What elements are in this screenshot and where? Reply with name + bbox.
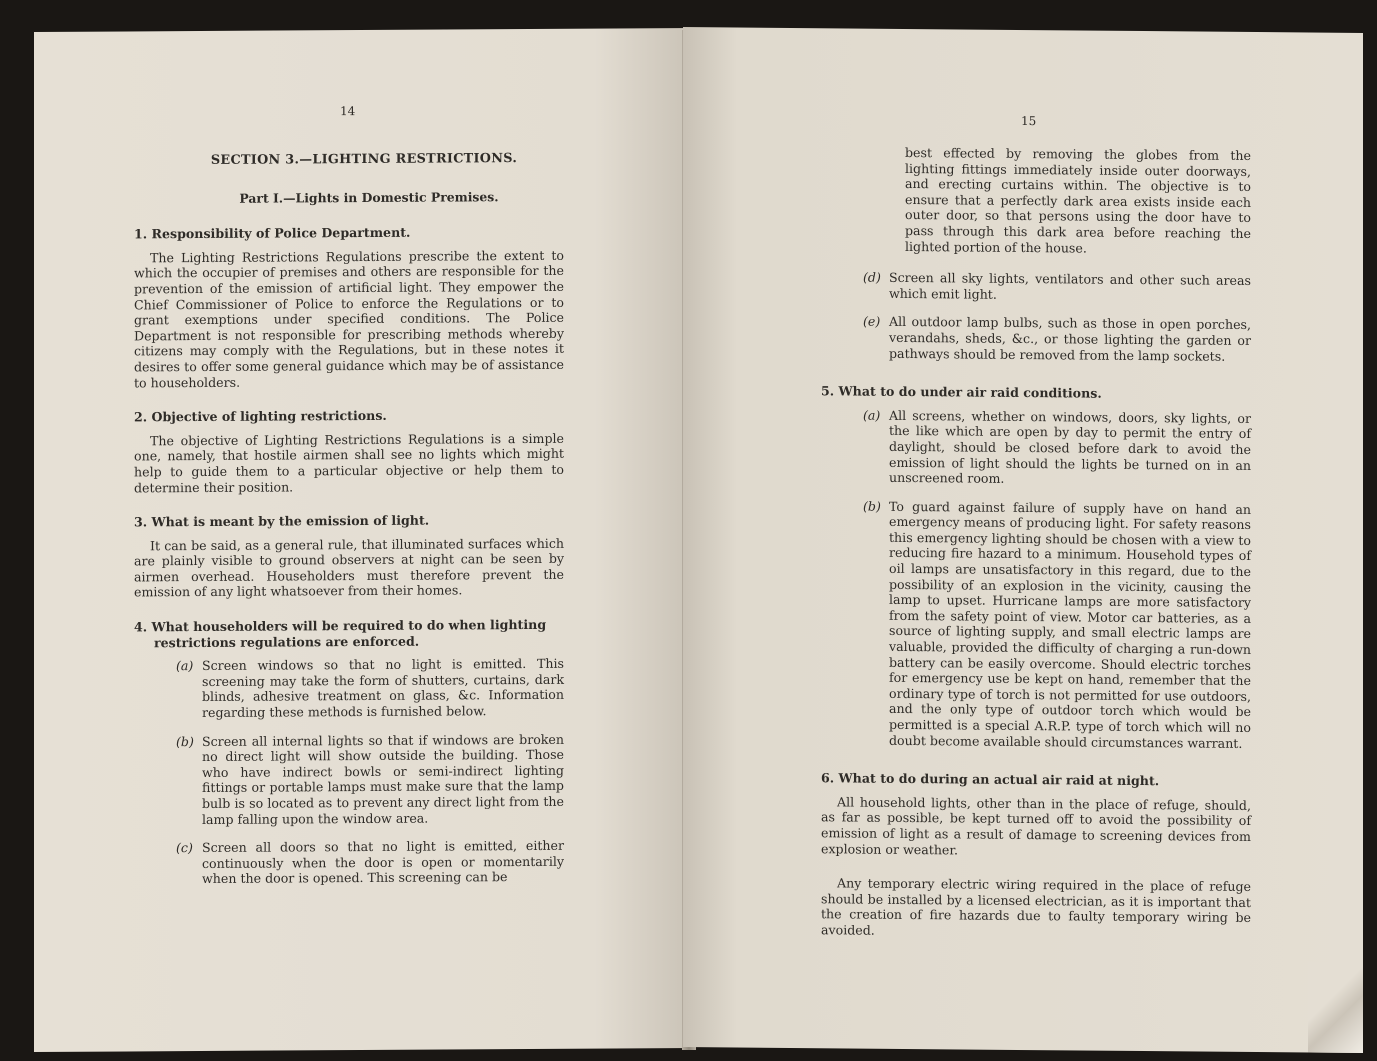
- section-title: SECTION 3.—LIGHTING RESTRICTIONS.: [210, 151, 518, 168]
- item-text: To guard against failure of supply have on hand an emergency means of producing light. For safety reasons this emergency lighting should be chosen with a view to reducing fire hazard to a minimum. Household types of oil lamps are unsatisfactory in this regard, due to the possibility of an explosion in the vicinity, causing the lamp to upset. Hurricane lamps are more satisfactory from the safety point of view. Motor car batteries, as a source of lighting supply, and small electric lamps are valuable, provided the difficulty of charging a run-down battery can be easily overcome. Should electric torches for emergency use be kept on hand, remember that the ordinary type of torch is not permitted for use outdoors, and the only type of outdoor torch which would be permitted is a special A.R.P. type of torch which will no doubt become available should circumstances warrant.: [889, 498, 1251, 751]
- paragraph-2: The objective of Lighting Restrictions Regulations is a simple one, namely, that hostile airmen shall see no lights which might help to guide them to a particular objective or help them to determine their position.: [134, 430, 564, 495]
- list-item: [176, 731, 564, 827]
- heading-2: 2. Objective of lighting restrictions.: [134, 407, 387, 425]
- item-text: Screen all internal lights so that if windows are broken no direct light will show outside the building. Those who have indirect bowls or semi-indirect lighting fittings or portable lamps must make sure that the lamp bulb is so located as to prevent any direct light from the lamp falling upon the window area.: [202, 731, 564, 827]
- paragraph-3: It can be said, as a general rule, that illuminated surfaces which are plainly visible to ground observers at night can be seen by airmen overhead. Householders must therefore prevent the emission of any light whatsoever from their homes.: [134, 535, 564, 600]
- page-number: 14: [340, 104, 356, 119]
- heading-5: 5. What to do under air raid conditions.: [821, 383, 1102, 401]
- heading-4: 4. What householders will be required to do when lighting restrictions regulations are enforced.: [134, 616, 547, 650]
- left-page: [34, 28, 694, 1052]
- part-title: Part I.—Lights in Domestic Premises.: [239, 188, 499, 206]
- page-corner-protector: [1308, 962, 1363, 1052]
- item-text: All outdoor lamp bulbs, such as those in open porches, verandahs, sheds, &c., or those lighting the garden or pathways should be removed from the lamp sockets.: [889, 314, 1251, 364]
- paragraph-6b: Any temporary electric wiring required in the place of refuge should be installed by a licensed electrician, as it is important that the creation of fire hazards due to faulty temporary wiring be avoided.: [821, 875, 1251, 938]
- heading-3: 3. What is meant by the emission of light.: [134, 512, 430, 530]
- item-label: (a): [863, 407, 881, 423]
- paragraph-1: The Lighting Restrictions Regulations prescribe the extent to which the occupier of premises and others are responsible for the prevention of the emission of artificial light. They empower the Chief Commissioner of Police to enforce the Regulations or to grant exemptions under specified conditions. The Police Department is not responsible for prescribing methods whereby citizens may comply with the Regulations, but in these notes it desires to offer some general guidance which may be of assistance to householders.: [134, 247, 564, 390]
- item-text: Screen all sky lights, ventilators and other such areas which emit light.: [889, 269, 1251, 302]
- list-item: [176, 838, 564, 887]
- right-page: [683, 27, 1363, 1053]
- list-item: [863, 270, 1251, 305]
- item-label: (b): [863, 498, 881, 514]
- continuation-text: best effected by removing the globes from the lighting fittings immediately inside outer doorways, and erecting curtains within. The objective is to ensure that a perfectly dark area exists inside each outer door, so that persons using the door have to pass through this dark area before reaching the lighted portion of the house.: [905, 144, 1251, 256]
- paragraph-6a: All household lights, other than in the place of refuge, should, as far as possible, be kept turned off to avoid the possibility of emission of light as a result of damage to screening devices from explosion or weather.: [821, 794, 1251, 857]
- item-label: (b): [176, 733, 194, 749]
- item-text: Screen all doors so that no light is emitted, either continuously when the door is open or momentarily when the door is opened. This screening can be: [202, 837, 564, 887]
- list-item: [863, 407, 1251, 488]
- item-label: (e): [863, 313, 881, 330]
- item-label: (d): [863, 269, 881, 285]
- list-item: [863, 314, 1251, 364]
- item-text: All screens, whether on windows, doors, sky lights, or the like which are open by day to permit the entry of daylight, should be closed before dark to avoid the emission of light should the lights be turned on in an unscreened room.: [889, 407, 1251, 486]
- list-item: [863, 498, 1251, 751]
- heading-6: 6. What to do during an actual air raid at night.: [821, 770, 1160, 789]
- page-number: 15: [1021, 113, 1037, 129]
- item-text: Screen windows so that no light is emitted. This screening may take the form of shutters, curtains, dark blinds, adhesive treatment on glass, &c. Information regarding these methods is furnished below.: [202, 656, 564, 721]
- item-label: (a): [176, 658, 194, 674]
- heading-1: 1. Responsibility of Police Department.: [134, 224, 411, 242]
- right-page-content: [821, 144, 1251, 960]
- item-label: (c): [176, 840, 193, 856]
- left-page-content: [134, 151, 564, 901]
- list-item: [176, 656, 564, 721]
